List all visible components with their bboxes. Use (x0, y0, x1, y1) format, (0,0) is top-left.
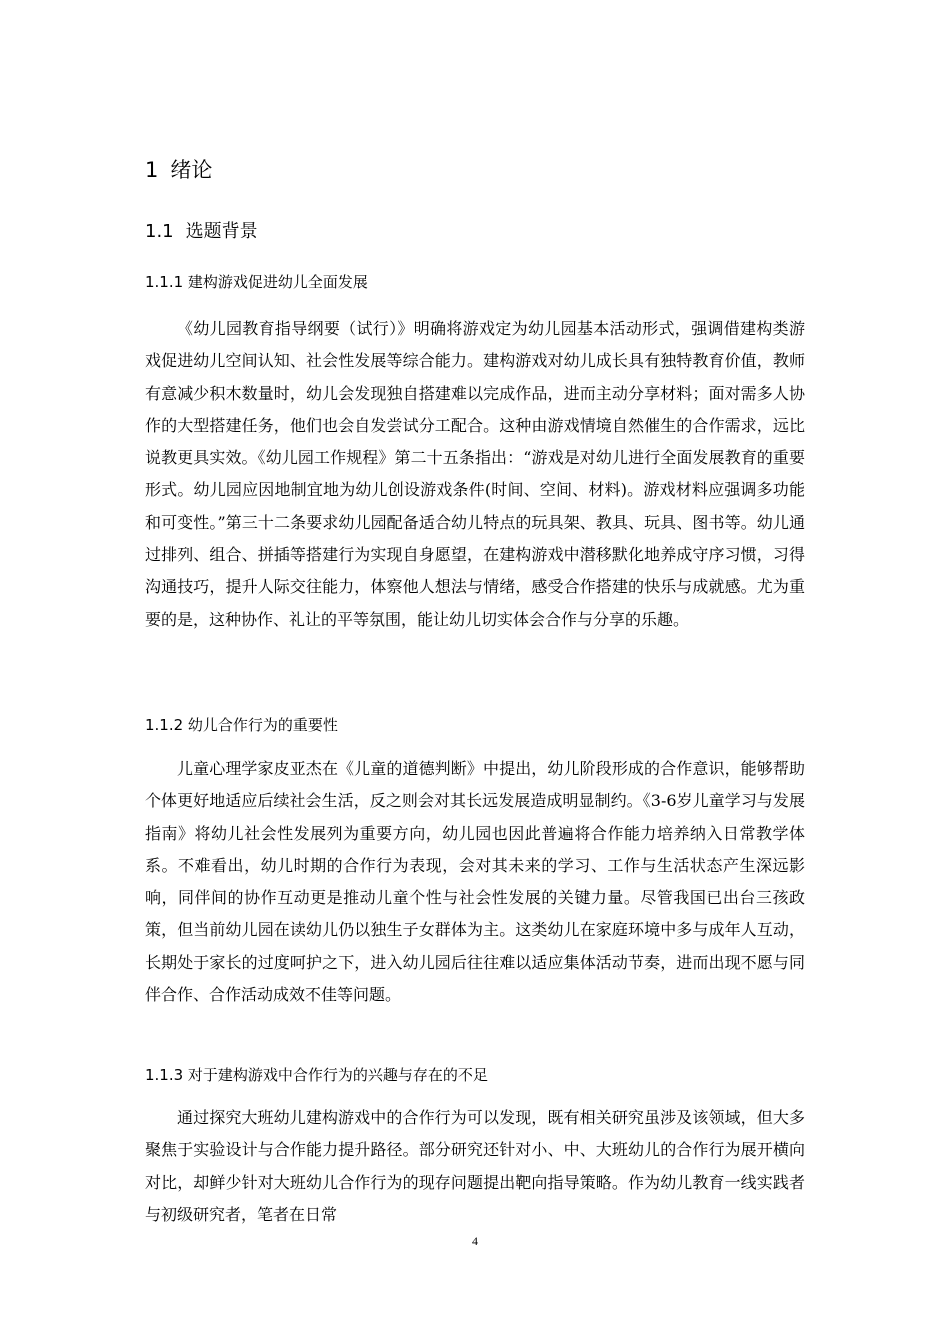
section-heading (145, 218, 258, 246)
paragraph-2: 儿童心理学家皮亚杰在《儿童的道德判断》中提出，幼儿阶段形成的合作意识，能够帮助个体更好地适应后续社会生活，反之则会对其长远发展造成明显制约。《3-6岁儿童学习与发展指南》将幼儿社会性发展列为重要方向，幼儿园也因此普遍将合作能力培养纳入日常教学体系。不难看出，幼儿时期的合作行为表现，会对其未来的学习、工作与生活状态产生深远影响，同伴间的协作互动更是推动儿童个性与社会性发展的关键力量。尽管我国已出台三孩政策，但当前幼儿园在读幼儿仍以独生子女群体为主。这类幼儿在家庭环境中多与成年人互动，长期处于家长的过度呵护之下，进入幼儿园后往往难以适应集体活动节奏，进而出现不愿与同伴合作、合作活动成效不佳等问题。 (145, 759, 805, 1005)
paragraph-1: 《幼儿园教育指导纲要（试行）》明确将游戏定为幼儿园基本活动形式，强调借建构类游戏促进幼儿空间认知、社会性发展等综合能力。建构游戏对幼儿成长具有独特教育价值，教师有意减少积木数量时，幼儿会发现独自搭建难以完成作品，进而主动分享材料；面对需多人协作的大型搭建任务，他们也会自发尝试分工配合。这种由游戏情境自然催生的合作需求，远比说教更具实效。《幼儿园工作规程》第二十五条指出：“游戏是对幼儿进行全面发展教育的重要形式。幼儿园应因地制宜地为幼儿创设游戏条件(时间、空间、材料)。游戏材料应强调多功能和可变性。”第三十二条要求幼儿园配备适合幼儿特点的玩具架、教具、玩具、图书等。幼儿通过排列、组合、拼插等搭建行为实现自身愿望，在建构游戏中潜移默化地养成守序习惯，习得沟通技巧，提升人际交往能力，体察他人想法与情绪，感受合作搭建的快乐与成就感。尤为重要的是，这种协作、礼让的平等氛围，能让幼儿切实体会合作与分享的乐趣。 (145, 319, 805, 629)
chapter-number: 1 (145, 158, 159, 182)
chapter-title: 绪论 (170, 158, 213, 182)
section-number: 1.1 (145, 221, 174, 242)
paragraph-3: 通过探究大班幼儿建构游戏中的合作行为可以发现，既有相关研究虽涉及该领域，但大多聚焦于实验设计与合作能力提升路径。部分研究还针对小、中、大班幼儿的合作行为展开横向对比，却鲜少针对大班幼儿合作行为的现存问题提出靶向指导策略。作为幼儿教育一线实践者与初级研究者，笔者在日常 (145, 1108, 805, 1224)
subsection-heading-2: 1.1.2 幼儿合作行为的重要性 (145, 716, 338, 734)
subsection-heading-3: 1.1.3 对于建构游戏中合作行为的兴趣与存在的不足 (145, 1066, 488, 1084)
subsection-heading-1: 1.1.1 建构游戏促进幼儿全面发展 (145, 273, 368, 291)
section-title: 选题背景 (185, 221, 258, 242)
page-number: 4 (472, 1234, 478, 1248)
chapter-heading (145, 154, 212, 186)
